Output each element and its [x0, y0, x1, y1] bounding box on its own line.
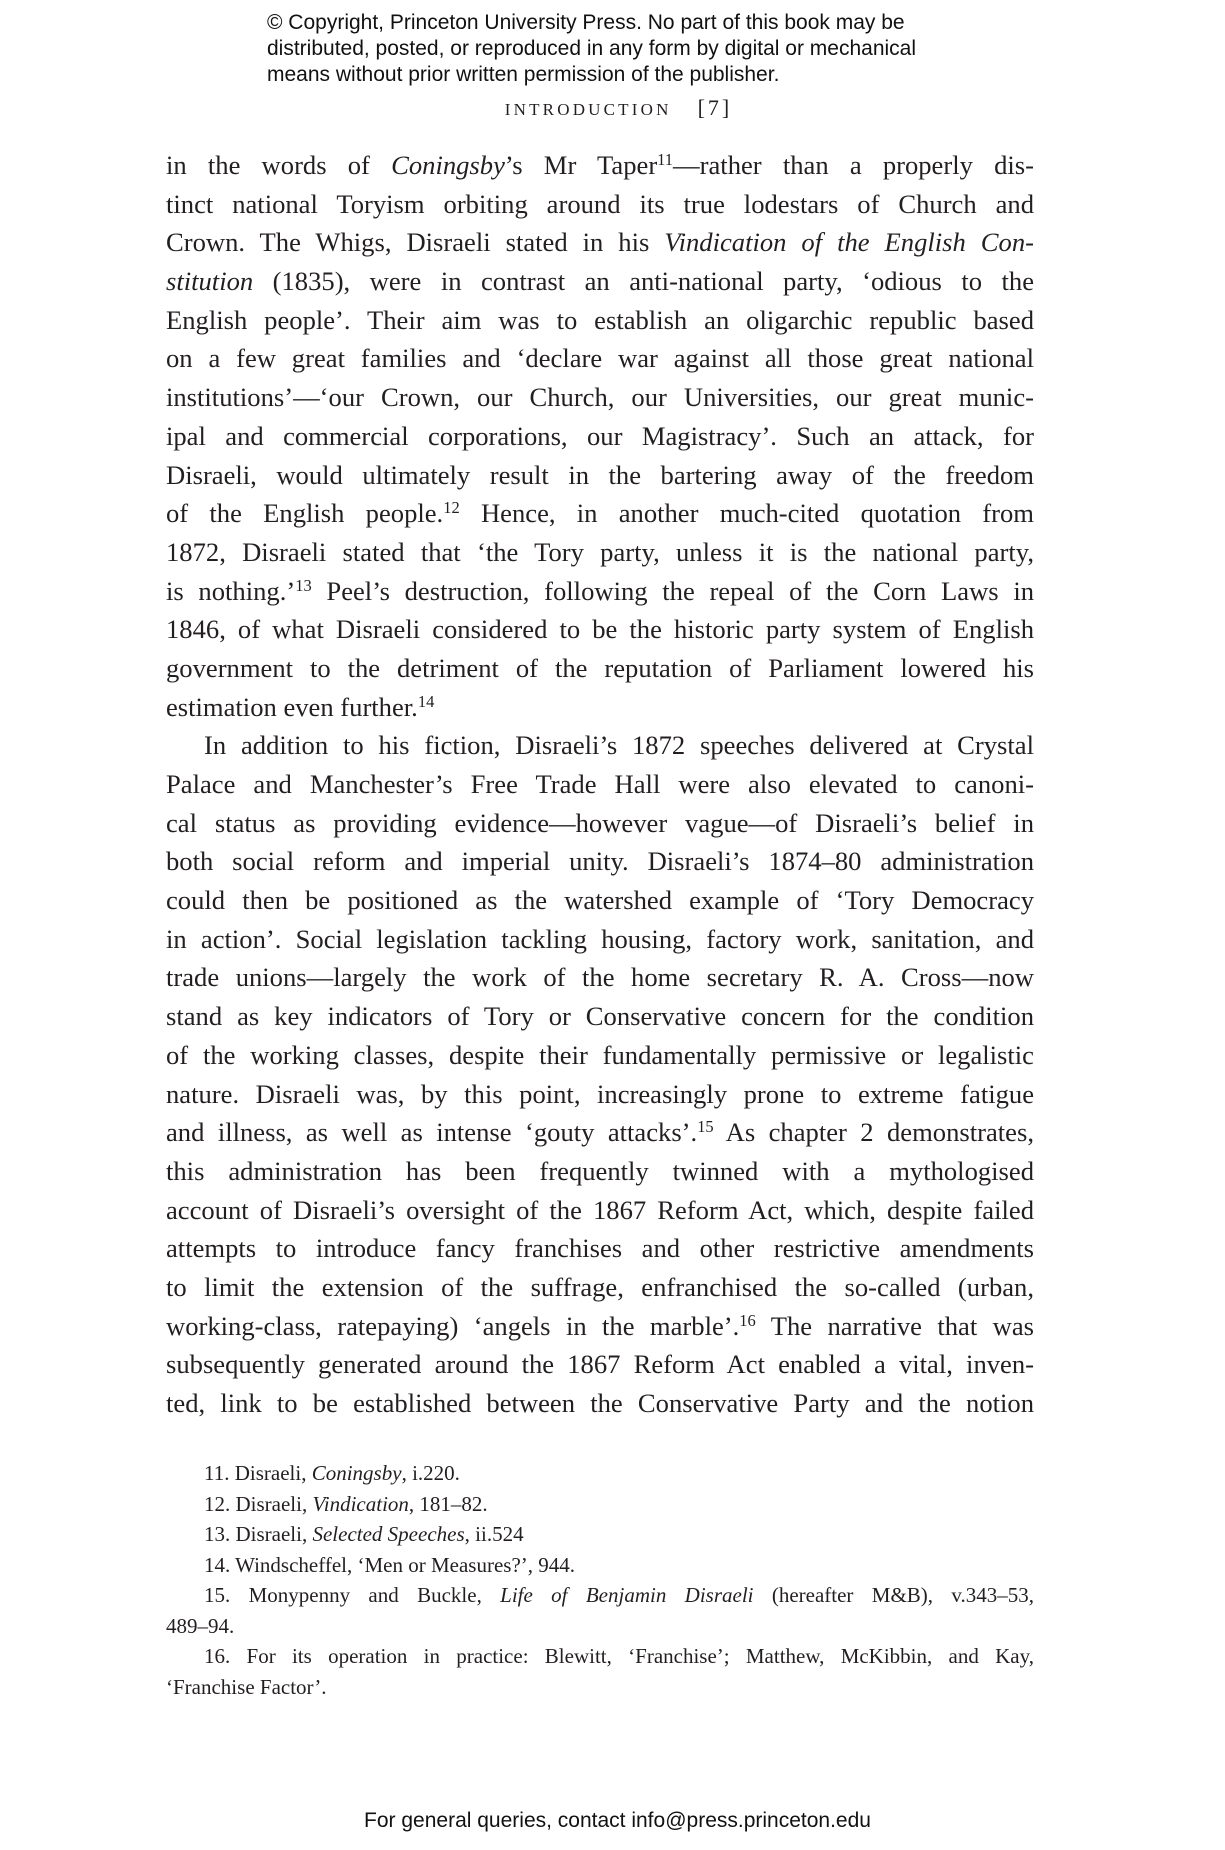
paragraph-1: [166, 146, 1034, 726]
text-line: both social reform and imperial unity. Disraeli’s 1874–80 administration: [166, 846, 1034, 877]
page-footer-contact: For general queries, contact info@press.princeton.edu: [364, 1809, 871, 1832]
text-line: and illness, as well as intense ‘gouty attacks’.$^{15}$ As chapter 2 demonstrates,: [166, 1117, 1034, 1148]
text-line: in action’. Social legislation tackling housing, factory work, sanitation, and: [166, 923, 1034, 954]
text-line: Crown. The Whigs, Disraeli stated in his Vindication of the English Con-: [166, 227, 1034, 258]
page-number: [7]: [697, 95, 733, 120]
footnotes: [166, 1458, 1034, 1702]
text-line: Disraeli, would ultimately result in the bartering away of the freedom: [166, 459, 1034, 490]
body-text: [166, 146, 1034, 1423]
footnote-ref-12[interactable]: 12: [443, 498, 460, 518]
footnote-number: 14.: [204, 1552, 231, 1577]
footnote-12: 12. Disraeli, Vindication, 181–82.: [204, 1491, 488, 1516]
running-head: [0, 94, 1225, 124]
text-line: this administration has been frequently twinned with a mythologised: [166, 1155, 1034, 1186]
footnote-number: 16.: [204, 1644, 231, 1668]
footnote-14: 14. Windscheffel, ‘Men or Measures?’, 944.: [204, 1552, 576, 1577]
text-line: government to the detriment of the reputation of Parliament lowered his: [166, 652, 1034, 683]
text-line: subsequently generated around the 1867 Reform Act enabled a vital, inven-: [166, 1349, 1034, 1380]
text-line: institutions’—‘our Crown, our Church, our Universities, our great munic-: [166, 382, 1034, 413]
footnote-number: 11.: [204, 1461, 230, 1485]
text-line: stand as key indicators of Tory or Conservative concern for the condition: [166, 1001, 1034, 1032]
text-line: 1872, Disraeli stated that ‘the Tory party, unless it is the national party,: [166, 536, 1034, 567]
footnote-15: 15. Monypenny and Buckle, Life of Benjamin Disraeli (hereafter M&B), v.343–53,: [204, 1583, 1035, 1607]
text-line: nature. Disraeli was, by this point, increasingly prone to extreme fatigue: [166, 1078, 1034, 1109]
text-line: Palace and Manchester’s Free Trade Hall were also elevated to canoni-: [166, 769, 1034, 799]
text-line: of the English people.$^{12}$ Hence, in another much-cited quotation from: [166, 498, 1034, 529]
text-line: English people’. Their aim was to establish an oligarchic republic based: [166, 304, 1034, 335]
footnote-16-continuation: ‘Franchise Factor’.: [166, 1674, 327, 1699]
paragraph-2: [166, 726, 1034, 1422]
text-line: is nothing.’$^{13}$ Peel’s destruction, following the repeal of the Corn Laws in: [166, 575, 1035, 606]
footnote-15-continuation: 489–94.: [166, 1613, 235, 1638]
footnote-11: 11. Disraeli, Coningsby, i.220.: [204, 1461, 460, 1485]
text-line: ipal and commercial corporations, our Magistracy’. Such an attack, for: [166, 420, 1034, 451]
footnote-ref-15[interactable]: 15: [697, 1117, 714, 1137]
footnote-number: 12.: [204, 1491, 231, 1516]
footnote-ref-11[interactable]: 11: [657, 149, 674, 169]
footnote-ref-14[interactable]: 14: [417, 691, 435, 711]
text-line: on a few great families and ‘declare war against all those great national: [166, 343, 1034, 374]
text-line: in the words of Coningsby’s Mr Taper$^{11}$—rather than a properly dis-: [166, 149, 1034, 180]
text-line: to limit the extension of the suffrage, enfranchised the so-called (urban,: [166, 1271, 1034, 1302]
text-line: account of Disraeli’s oversight of the 1867 Reform Act, which, despite failed: [166, 1194, 1034, 1225]
text-line: could then be positioned as the watershed example of ‘Tory Democracy: [166, 885, 1034, 916]
footnote-16: 16. For its operation in practice: Blewitt, ‘Franchise’; Matthew, McKibbin, and Kay,: [204, 1644, 1034, 1668]
text-line: cal status as providing evidence—however vague—of Disraeli’s belief in: [166, 807, 1034, 838]
text-line: trade unions—largely the work of the home secretary R. A. Cross—now: [166, 962, 1034, 993]
footnote-ref-16[interactable]: 16: [739, 1310, 756, 1330]
footnote-ref-13[interactable]: 13: [295, 575, 312, 595]
text-line: estimation even further.$^{14}$: [166, 691, 435, 722]
running-head-section: INTRODUCTION: [504, 100, 672, 119]
copyright-notice: [267, 10, 987, 88]
footnote-number: 15.: [204, 1583, 231, 1607]
footnote-13: 13. Disraeli, Selected Speeches, ii.524: [204, 1522, 524, 1546]
text-line: In addition to his fiction, Disraeli’s 1872 speeches delivered at Crystal: [204, 730, 1034, 761]
text-line: stitution (1835), were in contrast an anti-national party, ‘odious to the: [166, 266, 1034, 297]
copyright-line: © Copyright, Princeton University Press. No part of this book may be: [267, 11, 905, 34]
footnote-number: 13.: [204, 1522, 231, 1546]
text-line: of the working classes, despite their fundamentally permissive or legalistic: [166, 1039, 1034, 1070]
text-line: 1846, of what Disraeli considered to be the historic party system of English: [166, 614, 1034, 645]
copyright-line: distributed, posted, or reproduced in any form by digital or mechanical: [267, 37, 917, 60]
text-line: working-class, ratepaying) ‘angels in the marble’.$^{16}$ The narrative that was: [166, 1310, 1034, 1341]
copyright-line: means without prior written permission of the publisher.: [267, 63, 780, 86]
text-line: attempts to introduce fancy franchises and other restrictive amendments: [166, 1233, 1034, 1264]
text-line: ted, link to be established between the Conservative Party and the notion: [166, 1388, 1034, 1418]
text-line: tinct national Toryism orbiting around its true lodestars of Church and: [166, 188, 1034, 219]
